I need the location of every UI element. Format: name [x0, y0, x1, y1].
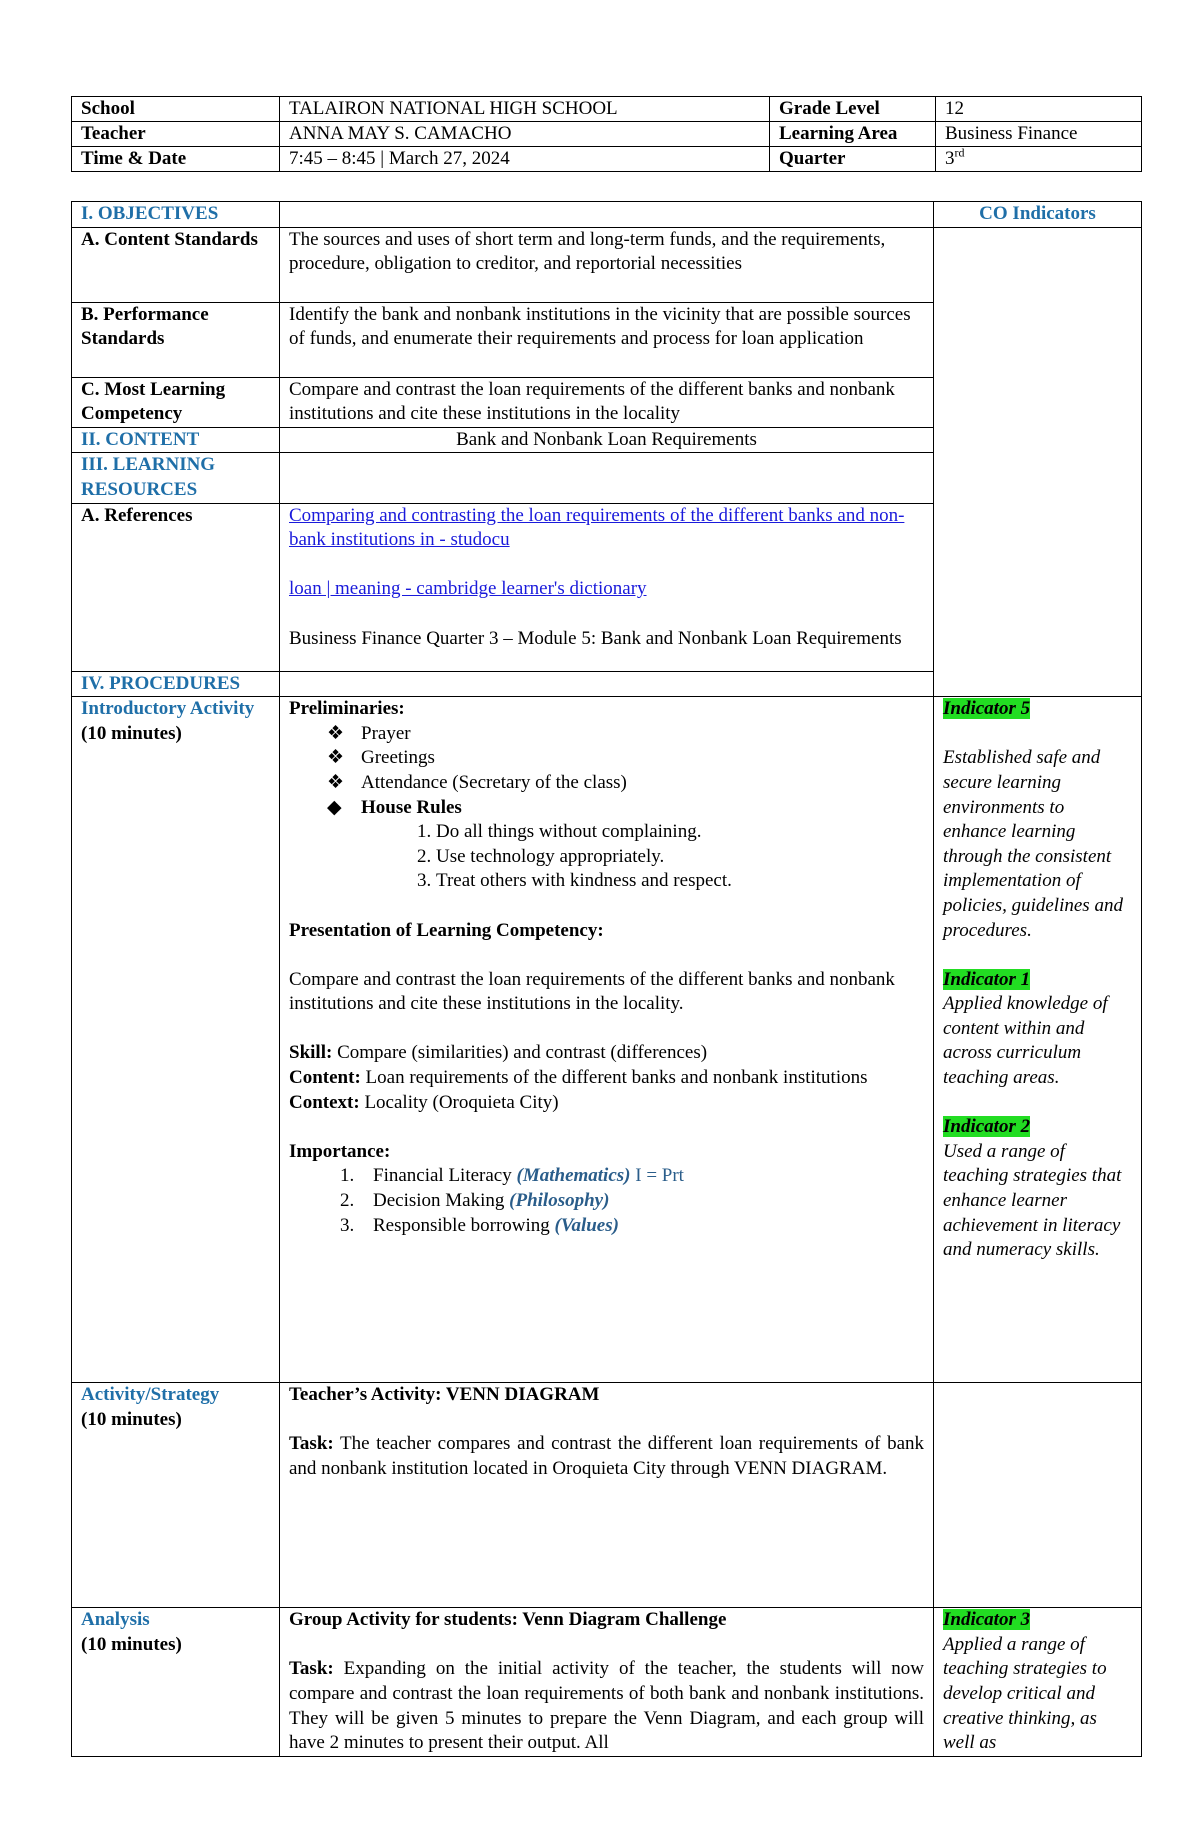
learning-resources-title: III. LEARNING RESOURCES — [72, 453, 280, 503]
content-standards-text: The sources and uses of short term and long-term funds, and the requirements, procedure, obligation to creditor, and reportorial necessities — [280, 227, 934, 302]
references-label: A. References — [72, 503, 280, 671]
time-label: Time & Date — [72, 147, 280, 172]
analysis-label-cell — [72, 1608, 280, 1757]
lesson-plan-table — [71, 201, 1142, 1757]
analysis-label: Analysis — [81, 1609, 150, 1631]
references-cell — [280, 503, 934, 671]
co-indicators-empty-cell — [934, 227, 1142, 697]
teacher-value: ANNA MAY S. CAMACHO — [280, 122, 770, 147]
preliminaries-heading: Preliminaries: — [289, 698, 405, 720]
intro-activity-label-cell — [72, 697, 280, 1383]
house-rules-heading: House Rules — [361, 796, 462, 818]
teacher-label: Teacher — [72, 122, 280, 147]
activity-content — [280, 1383, 934, 1608]
intro-activity-minutes: (10 minutes) — [81, 722, 182, 744]
activity-label: Activity/Strategy — [81, 1384, 220, 1406]
list-item: 1. Do all things without complaining. — [436, 820, 924, 845]
importance-heading: Importance: — [289, 1140, 391, 1162]
house-rules-list — [289, 820, 924, 894]
list-item: ❖ Prayer — [327, 722, 924, 747]
school-value: TALAIRON NATIONAL HIGH SCHOOL — [280, 97, 770, 122]
studocu-reference-link[interactable]: Comparing and contrasting the loan requirements of the different banks and non-bank institutions in - studocu — [289, 504, 905, 551]
list-item: 3. Responsible borrowing (Values) — [359, 1214, 924, 1239]
indicator-1-badge: Indicator 1 — [943, 968, 1031, 990]
analysis-minutes: (10 minutes) — [81, 1633, 182, 1655]
list-item: 2. Use technology appropriately. — [436, 845, 924, 870]
list-item — [327, 796, 924, 821]
performance-standards-label: B. Performance Standards — [72, 302, 280, 377]
grade-label: Grade Level — [770, 97, 936, 122]
content-standards-label: A. Content Standards — [72, 227, 280, 302]
objectives-title: I. OBJECTIVES — [72, 202, 280, 228]
indicator-5-text: Established safe and secure learning environments to enhance learning through the consistent implementation of policies, guidelines and procedures. — [943, 747, 1123, 941]
content-line: Content: Loan requirements of the different banks and nonbank institutions — [289, 1067, 868, 1089]
indicator-3-badge: Indicator 3 — [943, 1609, 1031, 1631]
content-title: II. CONTENT — [72, 427, 280, 453]
performance-standards-text: Identify the bank and nonbank institutions in the vicinity that are possible sources of funds, and enumerate their requirements and process for loan application — [280, 302, 934, 377]
indicator-2-text: Used a range of teaching strategies that enhance learner achievement in literacy and numeracy skills. — [943, 1140, 1122, 1261]
list-item: 1. Financial Literacy (Mathematics) I = Prt — [359, 1164, 924, 1189]
area-label: Learning Area — [770, 122, 936, 147]
analysis-content — [280, 1608, 934, 1757]
intro-activity-content — [280, 697, 934, 1383]
indicator-3-text: Applied a range of teaching strategies to develop critical and creative thinking, as well as — [943, 1633, 1107, 1754]
diamond-bullet-icon: ❖ — [327, 747, 345, 769]
group-activity-heading: Group Activity for students: Venn Diagram Challenge — [289, 1609, 727, 1631]
analysis-task: Task: Expanding on the initial activity of the teacher, the students will now compare and contrast the loan requirements of both bank and nonbank institutions. They will be given 5 minutes to prepare the Venn Diagram, and each group will have 2 minutes to present their output. All — [289, 1658, 924, 1754]
learning-competency-label: C. Most Learning Competency — [72, 377, 280, 427]
intro-activity-label: Introductory Activity — [81, 698, 255, 720]
grade-value: 12 — [936, 97, 1142, 122]
diamond-bullet-icon: ❖ — [327, 771, 345, 793]
cambridge-dictionary-link[interactable]: loan | meaning - cambridge learner's dictionary — [289, 578, 647, 600]
context-line: Context: Locality (Oroquieta City) — [289, 1091, 559, 1113]
competency-text: Compare and contrast the loan requirements of the different banks and nonbank institutions and cite these institutions in the locality. — [289, 968, 895, 1015]
list-item: ❖ Greetings — [327, 746, 924, 771]
intro-indicators-cell — [934, 697, 1142, 1383]
importance-list — [289, 1164, 924, 1238]
list-item: 2. Decision Making (Philosophy) — [359, 1189, 924, 1214]
activity-task: Task: The teacher compares and contrast the different loan requirements of bank and nonbank institution located in Oroquieta City through VENN DIAGRAM. — [289, 1433, 924, 1479]
presentation-heading: Presentation of Learning Competency: — [289, 919, 604, 941]
module-reference: Business Finance Quarter 3 – Module 5: Bank and Nonbank Loan Requirements — [289, 627, 902, 649]
content-text: Bank and Nonbank Loan Requirements — [280, 427, 934, 453]
activity-minutes: (10 minutes) — [81, 1408, 182, 1430]
quarter-value: 3rd — [936, 147, 1142, 172]
time-value: 7:45 – 8:45 | March 27, 2024 — [280, 147, 770, 172]
analysis-indicators-cell — [934, 1608, 1142, 1757]
indicator-2-badge: Indicator 2 — [943, 1116, 1031, 1138]
quarter-label: Quarter — [770, 147, 936, 172]
co-indicators-title: CO Indicators — [934, 202, 1142, 228]
area-value: Business Finance — [936, 122, 1142, 147]
learning-competency-text: Compare and contrast the loan requirements of the different banks and nonbank institutions and cite these institutions in the locality — [280, 377, 934, 427]
procedures-title: IV. PROCEDURES — [72, 671, 280, 697]
list-item: ❖ Attendance (Secretary of the class) — [327, 771, 924, 796]
solid-diamond-icon: ◆ — [327, 796, 342, 818]
activity-label-cell — [72, 1383, 280, 1608]
teacher-activity-heading: Teacher’s Activity: VENN DIAGRAM — [289, 1384, 600, 1406]
indicator-5-badge: Indicator 5 — [943, 698, 1031, 720]
skill-line: Skill: Compare (similarities) and contrast (differences) — [289, 1042, 708, 1064]
school-label: School — [72, 97, 280, 122]
header-table — [71, 96, 1142, 172]
indicator-1-text: Applied knowledge of content within and across curriculum teaching areas. — [943, 993, 1108, 1089]
list-item: 3. Treat others with kindness and respect. — [436, 869, 924, 894]
diamond-bullet-icon: ❖ — [327, 722, 345, 744]
preliminaries-list — [289, 722, 924, 820]
